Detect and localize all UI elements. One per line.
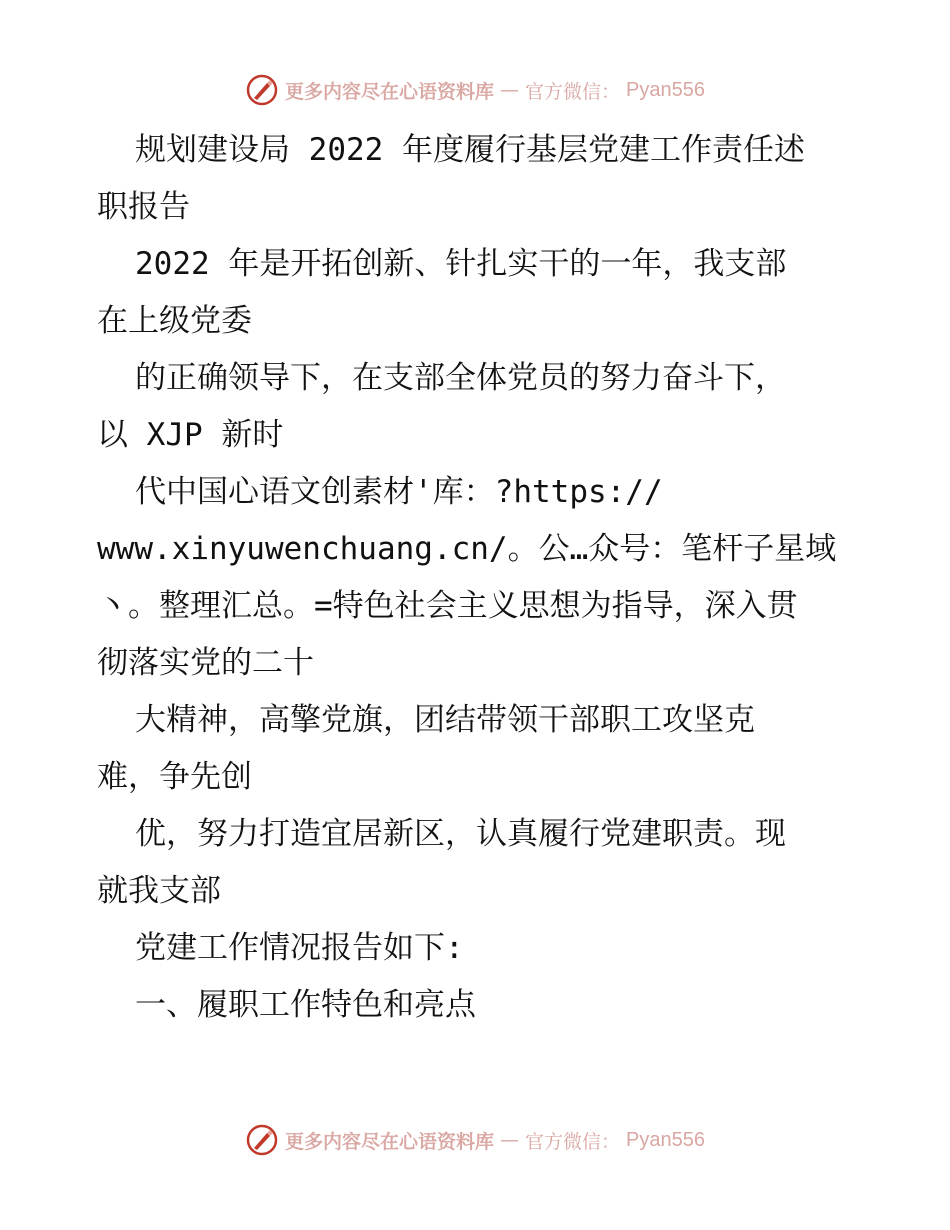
footer-watermark-banner xyxy=(0,1120,950,1160)
text-line: 代中国心语文创素材'库：?https:// xyxy=(135,474,663,510)
banner-wechat-id: Pyan556 xyxy=(626,78,705,101)
pen-logo-icon xyxy=(245,1123,279,1157)
text-line: 以 XJP 新时 xyxy=(97,417,284,453)
text-line: 难，争先创 xyxy=(97,759,252,795)
text-line: 就我支部 xyxy=(97,873,221,909)
text-line: 大精神，高擎党旗，团结带领干部职工攻坚克 xyxy=(135,702,755,738)
text-line: www.xinyuwenchuang.cn/。公…众号：笔杆子星域 xyxy=(97,531,837,567)
document-body xyxy=(97,122,857,1034)
text-line: 2022 年是开拓创新、针扎实干的一年，我支部 xyxy=(135,246,787,282)
banner-main-text: 更多内容尽在心语资料库 xyxy=(285,1130,495,1153)
text-line: 优，努力打造宜居新区，认真履行党建职责。现 xyxy=(135,816,786,852)
text-line: 的正确领导下，在支部全体党员的努力奋斗下， xyxy=(135,360,786,396)
banner-wechat-label: 官方微信： xyxy=(525,1130,621,1153)
pen-logo-icon xyxy=(245,73,279,107)
text-line: 一、履职工作特色和亮点 xyxy=(135,987,476,1023)
text-line: 规划建设局 2022 年度履行基层党建工作责任述 xyxy=(135,132,805,168)
header-watermark-banner xyxy=(0,70,950,110)
text-line: 彻落实党的二十 xyxy=(97,645,314,681)
banner-wechat-label: 官方微信： xyxy=(525,80,621,103)
text-line: 职报告 xyxy=(97,189,190,225)
banner-dash: — xyxy=(500,1129,520,1151)
banner-dash: — xyxy=(500,79,520,101)
text-line: 在上级党委 xyxy=(97,303,252,339)
banner-wechat-id: Pyan556 xyxy=(626,1128,705,1151)
text-line: 丶。整理汇总。=特色社会主义思想为指导，深入贯 xyxy=(97,588,798,624)
text-line: 党建工作情况报告如下: xyxy=(135,930,464,966)
banner-main-text: 更多内容尽在心语资料库 xyxy=(285,80,495,103)
